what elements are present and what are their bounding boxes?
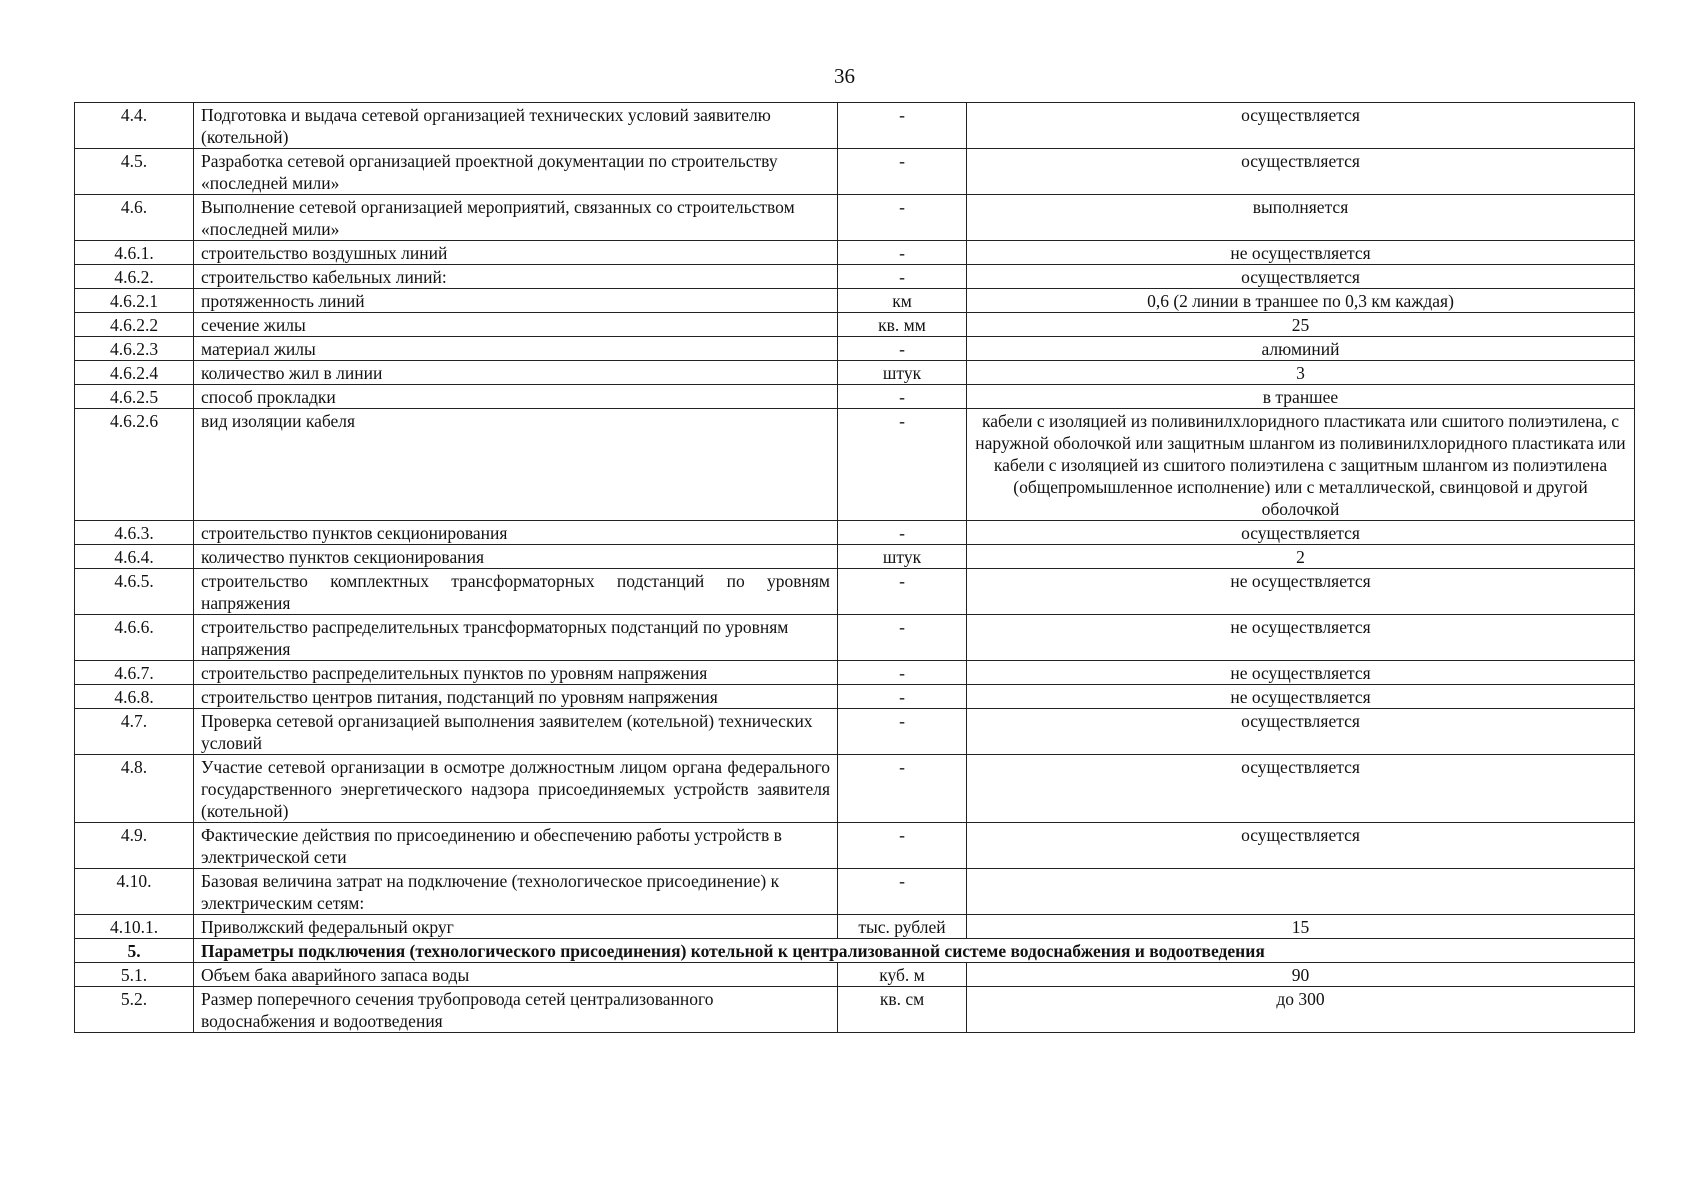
section-title: Параметры подключения (технологического присоединения) котельной к централизованной системе водоснабжения и водоотведения bbox=[194, 939, 1635, 963]
row-description: строительство пунктов секционирования bbox=[194, 521, 838, 545]
row-value: осуществляется bbox=[967, 755, 1635, 823]
row-unit: - bbox=[838, 149, 967, 195]
row-value: осуществляется bbox=[967, 265, 1635, 289]
row-unit: - bbox=[838, 409, 967, 521]
row-unit: - bbox=[838, 823, 967, 869]
row-description: строительство распределительных пунктов по уровням напряжения bbox=[194, 661, 838, 685]
row-unit: куб. м bbox=[838, 963, 967, 987]
row-value bbox=[967, 869, 1635, 915]
row-value: осуществляется bbox=[967, 103, 1635, 149]
row-number: 4.6.2.5 bbox=[75, 385, 194, 409]
row-description: Участие сетевой организации в осмотре должностным лицом органа федерального государственного энергетического надзора присоединяемых устройств заявителя (котельной) bbox=[194, 755, 838, 823]
table-row bbox=[75, 521, 1635, 545]
row-value: 25 bbox=[967, 313, 1635, 337]
row-description: способ прокладки bbox=[194, 385, 838, 409]
row-value: не осуществляется bbox=[967, 569, 1635, 615]
row-value: 90 bbox=[967, 963, 1635, 987]
table-row bbox=[75, 987, 1635, 1033]
row-description: строительство центров питания, подстанций по уровням напряжения bbox=[194, 685, 838, 709]
section-header-row bbox=[75, 939, 1635, 963]
row-value: в траншее bbox=[967, 385, 1635, 409]
row-number: 4.9. bbox=[75, 823, 194, 869]
row-value: не осуществляется bbox=[967, 241, 1635, 265]
row-number: 4.6.2.6 bbox=[75, 409, 194, 521]
table-row bbox=[75, 709, 1635, 755]
row-unit: штук bbox=[838, 545, 967, 569]
row-value: осуществляется bbox=[967, 521, 1635, 545]
table-row bbox=[75, 265, 1635, 289]
table-row bbox=[75, 915, 1635, 939]
row-number: 4.6.2.3 bbox=[75, 337, 194, 361]
row-description: строительство воздушных линий bbox=[194, 241, 838, 265]
row-number: 4.8. bbox=[75, 755, 194, 823]
table-row bbox=[75, 149, 1635, 195]
row-value: не осуществляется bbox=[967, 685, 1635, 709]
row-unit: - bbox=[838, 103, 967, 149]
row-value: осуществляется bbox=[967, 823, 1635, 869]
row-unit: штук bbox=[838, 361, 967, 385]
row-value: не осуществляется bbox=[967, 615, 1635, 661]
row-unit: - bbox=[838, 195, 967, 241]
row-number: 4.6.2.4 bbox=[75, 361, 194, 385]
row-description: Приволжский федеральный округ bbox=[194, 915, 838, 939]
row-number: 4.6.2. bbox=[75, 265, 194, 289]
row-number: 4.6.2.2 bbox=[75, 313, 194, 337]
row-number: 5.2. bbox=[75, 987, 194, 1033]
row-unit: - bbox=[838, 755, 967, 823]
row-description: материал жилы bbox=[194, 337, 838, 361]
row-unit: - bbox=[838, 569, 967, 615]
row-number: 4.4. bbox=[75, 103, 194, 149]
row-number: 4.6.1. bbox=[75, 241, 194, 265]
row-description: Выполнение сетевой организацией мероприятий, связанных со строительством «последней мили» bbox=[194, 195, 838, 241]
row-value: кабели с изоляцией из поливинилхлоридного пластиката или сшитого полиэтилена, с наружной оболочкой или защитным шлангом из поливинилхлоридного пластиката или кабели с изоляцией из сшитого полиэтилена с защитным шлангом из полиэтилена (общепромышленное исполнение) или с металлической, свинцовой и другой оболочкой bbox=[967, 409, 1635, 521]
table-row bbox=[75, 195, 1635, 241]
table-row bbox=[75, 869, 1635, 915]
row-number: 4.6.7. bbox=[75, 661, 194, 685]
row-value: 2 bbox=[967, 545, 1635, 569]
row-number: 4.6.4. bbox=[75, 545, 194, 569]
table-row bbox=[75, 823, 1635, 869]
row-number: 4.6.2.1 bbox=[75, 289, 194, 313]
row-description: Размер поперечного сечения трубопровода сетей централизованного водоснабжения и водоотведения bbox=[194, 987, 838, 1033]
parameters-table bbox=[74, 102, 1635, 1033]
row-value: до 300 bbox=[967, 987, 1635, 1033]
row-value: осуществляется bbox=[967, 149, 1635, 195]
row-description: Объем бака аварийного запаса воды bbox=[194, 963, 838, 987]
page-number: 36 bbox=[834, 64, 855, 88]
row-description: строительство кабельных линий: bbox=[194, 265, 838, 289]
row-number: 4.6.8. bbox=[75, 685, 194, 709]
row-unit: - bbox=[838, 685, 967, 709]
table-row bbox=[75, 569, 1635, 615]
row-number: 4.6.6. bbox=[75, 615, 194, 661]
row-unit: - bbox=[838, 615, 967, 661]
row-number: 4.10. bbox=[75, 869, 194, 915]
row-number: 4.5. bbox=[75, 149, 194, 195]
row-description: протяженность линий bbox=[194, 289, 838, 313]
row-description: Подготовка и выдача сетевой организацией технических условий заявителю (котельной) bbox=[194, 103, 838, 149]
row-description: Фактические действия по присоединению и обеспечению работы устройств в электрической сети bbox=[194, 823, 838, 869]
row-description: количество жил в линии bbox=[194, 361, 838, 385]
row-value: 3 bbox=[967, 361, 1635, 385]
row-unit: - bbox=[838, 385, 967, 409]
row-unit: кв. мм bbox=[838, 313, 967, 337]
row-value: алюминий bbox=[967, 337, 1635, 361]
row-unit: - bbox=[838, 241, 967, 265]
row-unit: - bbox=[838, 265, 967, 289]
row-value: выполняется bbox=[967, 195, 1635, 241]
row-description: строительство распределительных трансформаторных подстанций по уровням напряжения bbox=[194, 615, 838, 661]
table-row bbox=[75, 685, 1635, 709]
table-row bbox=[75, 385, 1635, 409]
row-description: сечение жилы bbox=[194, 313, 838, 337]
table-row bbox=[75, 103, 1635, 149]
row-description: Проверка сетевой организацией выполнения заявителем (котельной) технических условий bbox=[194, 709, 838, 755]
table-row bbox=[75, 241, 1635, 265]
row-value: 15 bbox=[967, 915, 1635, 939]
row-unit: - bbox=[838, 337, 967, 361]
table-row bbox=[75, 755, 1635, 823]
row-unit: тыс. рублей bbox=[838, 915, 967, 939]
table-row bbox=[75, 615, 1635, 661]
row-number: 4.6.5. bbox=[75, 569, 194, 615]
row-unit: - bbox=[838, 869, 967, 915]
row-number: 4.10.1. bbox=[75, 915, 194, 939]
row-unit: км bbox=[838, 289, 967, 313]
table-row bbox=[75, 313, 1635, 337]
table-row bbox=[75, 963, 1635, 987]
table-row bbox=[75, 409, 1635, 521]
row-description: вид изоляции кабеля bbox=[194, 409, 838, 521]
row-unit: - bbox=[838, 709, 967, 755]
row-unit: - bbox=[838, 521, 967, 545]
section-number: 5. bbox=[75, 939, 194, 963]
row-description: Разработка сетевой организацией проектной документации по строительству «последней мили» bbox=[194, 149, 838, 195]
table-row bbox=[75, 661, 1635, 685]
row-value: не осуществляется bbox=[967, 661, 1635, 685]
row-number: 4.6.3. bbox=[75, 521, 194, 545]
row-description: строительство комплектных трансформаторных подстанций по уровням напряжения bbox=[194, 569, 838, 615]
table-row bbox=[75, 545, 1635, 569]
row-number: 5.1. bbox=[75, 963, 194, 987]
table-row bbox=[75, 361, 1635, 385]
row-number: 4.6. bbox=[75, 195, 194, 241]
row-description: Базовая величина затрат на подключение (технологическое присоединение) к электрическим сетям: bbox=[194, 869, 838, 915]
table-row bbox=[75, 337, 1635, 361]
row-value: 0,6 (2 линии в траншее по 0,3 км каждая) bbox=[967, 289, 1635, 313]
row-description: количество пунктов секционирования bbox=[194, 545, 838, 569]
table-row bbox=[75, 289, 1635, 313]
row-unit: - bbox=[838, 661, 967, 685]
row-number: 4.7. bbox=[75, 709, 194, 755]
row-value: осуществляется bbox=[967, 709, 1635, 755]
row-unit: кв. см bbox=[838, 987, 967, 1033]
